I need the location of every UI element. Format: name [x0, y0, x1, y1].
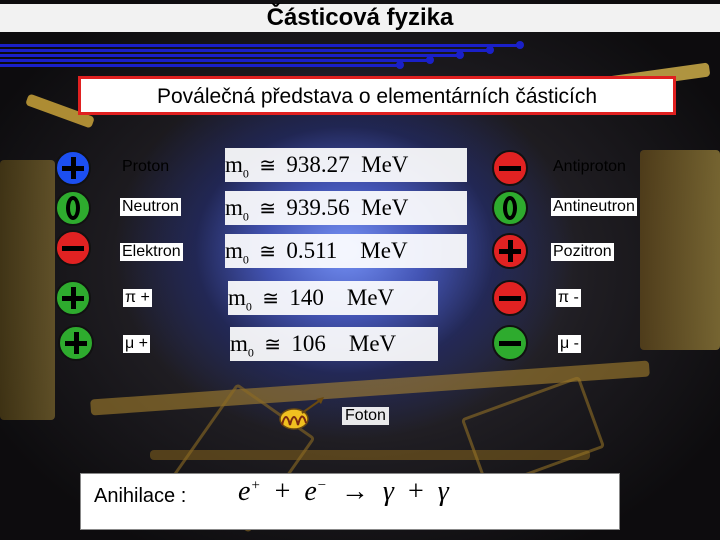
- subtitle: Poválečná představa o elementárních částicích: [78, 76, 676, 115]
- particle-label: μ +: [125, 335, 149, 352]
- plus-sign-icon: [55, 280, 91, 316]
- antiparticle-label: Antiproton: [553, 158, 626, 175]
- particle-label: π +: [125, 289, 150, 306]
- neutral-sign-icon: [55, 190, 91, 226]
- decorative-dot: [456, 51, 464, 59]
- neutral-sign-icon: [492, 190, 528, 226]
- plus-sign-icon: [58, 325, 94, 361]
- decorative-line: [0, 64, 400, 67]
- minus-sign-icon: [492, 325, 528, 361]
- plus-sign-icon: [492, 233, 528, 269]
- decorative-line: [0, 59, 430, 62]
- particle-label: Proton: [122, 158, 170, 175]
- background-stroke: [640, 150, 720, 350]
- background-stroke: [0, 160, 55, 420]
- decorative-dot: [516, 41, 524, 49]
- antiparticle-label: Antineutron: [553, 198, 635, 215]
- minus-sign-icon: [492, 150, 528, 186]
- page-title: Částicová fyzika: [0, 4, 720, 32]
- decorative-dot: [486, 46, 494, 54]
- antiparticle-label: Pozitron: [553, 243, 612, 260]
- decorative-dot: [426, 56, 434, 64]
- mass-formula: $m_0$ ≅ 140 MeV: [228, 281, 438, 315]
- plus-sign-icon: [55, 150, 91, 186]
- decorative-line: [0, 44, 520, 47]
- particle-label: Neutron: [122, 198, 179, 215]
- mass-formula: $m_0$ ≅ 106 MeV: [230, 327, 438, 361]
- photon-label: Foton: [342, 407, 389, 425]
- annihilation-equation: e+ + e− → γ + γ: [238, 476, 449, 507]
- annihilation-label: Anihilace :: [94, 485, 187, 507]
- mass-formula: $m_0$ ≅ 0.511 MeV: [225, 234, 467, 268]
- decorative-line: [0, 54, 460, 57]
- photon-wave-icon: [276, 395, 326, 435]
- particle-label: Elektron: [122, 243, 181, 260]
- antiparticle-label: π -: [558, 289, 579, 306]
- minus-sign-icon: [55, 230, 91, 266]
- decorative-dot: [396, 61, 404, 69]
- mass-formula: $m_0$ ≅ 938.27 MeV: [225, 148, 467, 182]
- mass-formula: $m_0$ ≅ 939.56 MeV: [225, 191, 467, 225]
- antiparticle-label: μ -: [560, 335, 579, 352]
- minus-sign-icon: [492, 280, 528, 316]
- decorative-line: [0, 49, 490, 52]
